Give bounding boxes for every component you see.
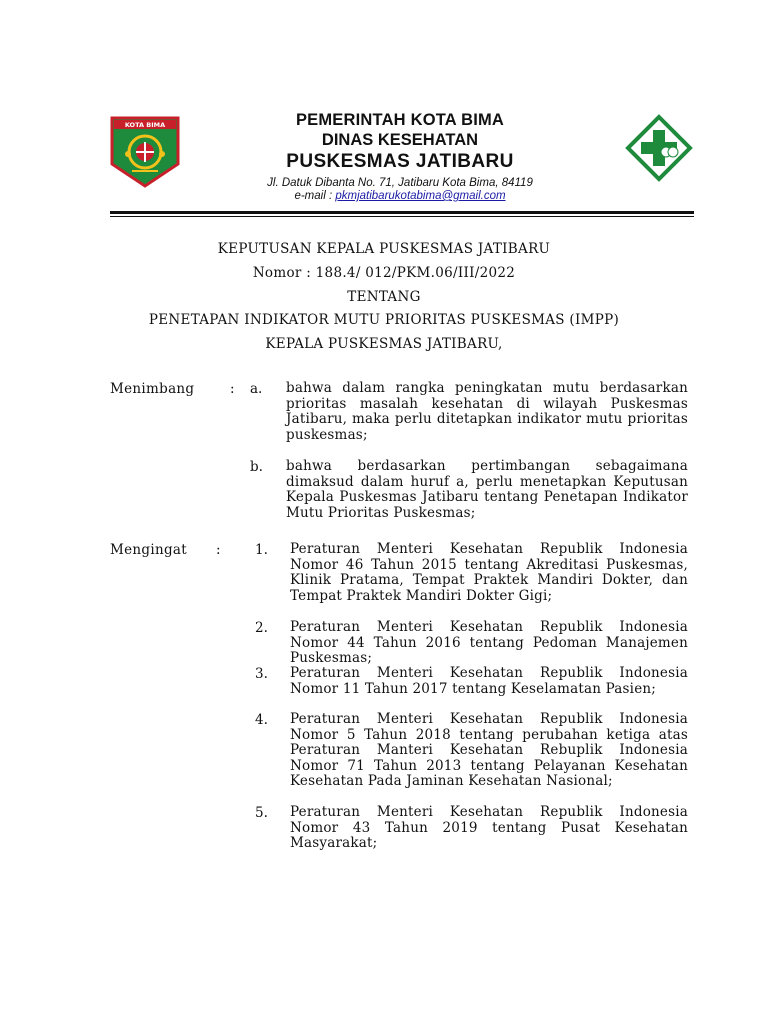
puskesmas-logo-icon — [624, 114, 694, 182]
menimbang-label: Menimbang — [110, 381, 195, 397]
letterhead-address: Jl. Datuk Dibanta No. 71, Jatibaru Kota Bima, 84119 — [267, 177, 533, 189]
mengingat-item-2: Peraturan Menteri Kesehatan Republik Indonesia Nomor 44 Tahun 2016 tentang Pedoman Manajemen Puskesmas; — [290, 619, 688, 666]
decree-issuer: KEPALA PUSKESMAS JATIBARU, — [265, 336, 503, 352]
letterhead-department: DINAS KESEHATAN — [321, 131, 479, 149]
mengingat-marker-4: 4. — [255, 712, 268, 728]
decree-title: KEPUTUSAN KEPALA PUSKESMAS JATIBARU — [217, 241, 551, 257]
decree-subject: PENETAPAN INDIKATOR MUTU PRIORITAS PUSKESMAS (IMPP) — [148, 312, 620, 328]
menimbang-item-a: bahwa dalam rangka peningkatan mutu berdasarkan prioritas masalah kesehatan di wilayah Puskesmas Jatibaru, maka perlu ditetapkan indikator mutu prioritas puskesmas; — [286, 380, 688, 443]
kota-bima-emblem-icon — [110, 116, 180, 188]
menimbang-item-b: bahwa berdasarkan pertimbangan sebagaimana dimaksud dalam huruf a, perlu menetapkan Keputusan Kepala Puskesmas Jatibaru tentang Penetapan Indikator Mutu Prioritas Puskesmas; — [286, 458, 688, 521]
mengingat-colon: : — [216, 542, 221, 558]
decree-tentang: TENTANG — [347, 289, 421, 305]
mengingat-item-3: Peraturan Menteri Kesehatan Republik Indonesia Nomor 11 Tahun 2017 tentang Keselamatan Pasien; — [290, 665, 688, 697]
menimbang-marker-b: b. — [250, 459, 263, 475]
mengingat-marker-1: 1. — [255, 542, 268, 558]
mengingat-item-5: Peraturan Menteri Kesehatan Republik Indonesia Nomor 43 Tahun 2019 tentang Pusat Kesehatan Masyarakat; — [290, 804, 688, 851]
mengingat-item-4: Peraturan Menteri Kesehatan Republik Indonesia Nomor 5 Tahun 2018 tentang perubahan ketiga atas Peraturan Manteri Kesehatan Rebuplik Indonesia Nomor 71 Tahun 2013 tentang Pelayanan Kesehatan Kesehatan Pada Jaminan Kesehatan Nasional; — [290, 711, 688, 789]
letterhead-email-line — [180, 190, 620, 203]
emblem-text: KOTA BIMA — [124, 121, 166, 129]
letterhead-government: PEMERINTAH KOTA BIMA — [295, 111, 505, 129]
menimbang-marker-a: a. — [250, 381, 263, 397]
letterhead — [180, 110, 620, 203]
letterhead-rule-thin — [110, 216, 694, 217]
mengingat-item-1: Peraturan Menteri Kesehatan Republik Indonesia Nomor 46 Tahun 2015 tentang Akreditasi Puskesmas, Klinik Pratama, Tempat Praktek Mandiri Dokter, dan Tempat Praktek Mandiri Dokter Gigi; — [290, 541, 688, 604]
email-link[interactable]: pkmjatibarukotabima@gmail.com — [335, 190, 506, 202]
letterhead-puskesmas: PUSKESMAS JATIBARU — [286, 151, 514, 172]
mengingat-label: Mengingat — [110, 542, 187, 558]
letterhead-rule-thick — [110, 211, 694, 214]
mengingat-marker-3: 3. — [255, 666, 268, 682]
menimbang-colon: : — [230, 381, 235, 397]
decree-number: Nomor : 188.4/ 012/PKM.06/III/2022 — [252, 265, 516, 281]
mengingat-marker-2: 2. — [255, 620, 268, 636]
email-prefix: e-mail : — [294, 190, 336, 202]
mengingat-marker-5: 5. — [255, 805, 268, 821]
